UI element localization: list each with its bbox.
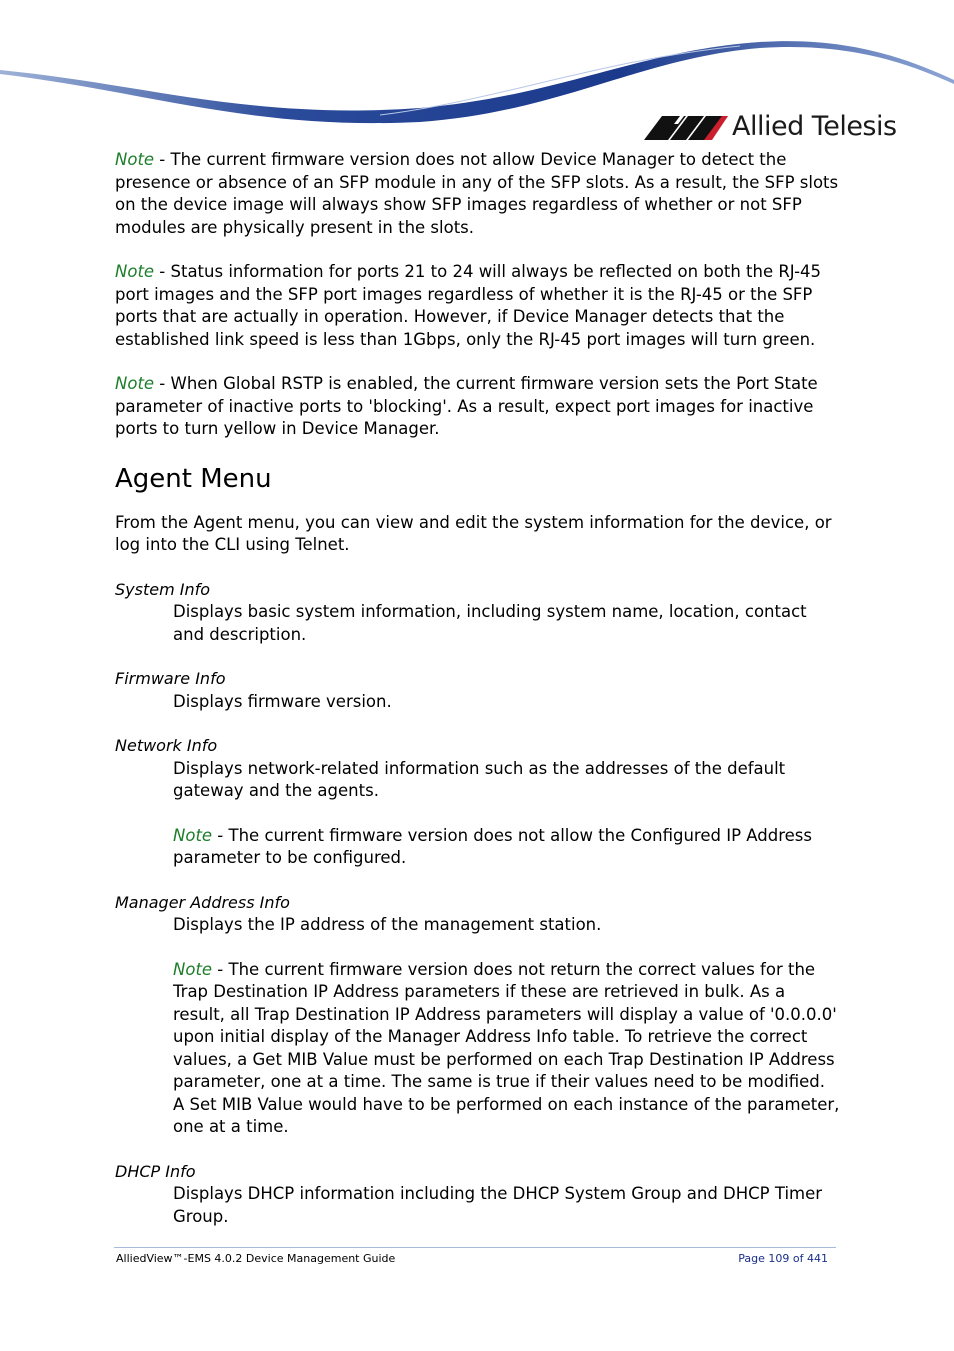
note-text: - Status information for ports 21 to 24 will always be reflected on both the RJ-45 port images and the SFP port images regardless of whether it is the RJ-45 or the SFP ports that are actually in operation. However, if Device Manager detects that the established link speed is less than 1Gbps, only the RJ-45 port images will turn green. bbox=[115, 262, 822, 349]
menu-item-system-info bbox=[115, 579, 840, 647]
footer-guide-title: AlliedView™-EMS 4.0.2 Device Management Guide bbox=[116, 1252, 396, 1265]
note-paragraph bbox=[115, 261, 840, 351]
note-label: Note bbox=[115, 374, 155, 393]
item-description: Displays network-related information such as the addresses of the default gateway and the agents. bbox=[173, 758, 786, 800]
section-heading: Agent Menu bbox=[115, 463, 272, 494]
item-description: Displays the IP address of the management station. bbox=[173, 915, 602, 934]
menu-item-firmware-info bbox=[115, 668, 840, 713]
menu-item-dhcp-info bbox=[115, 1161, 840, 1229]
menu-item-manager-address-info bbox=[115, 892, 840, 1139]
menu-item-network-info bbox=[115, 735, 840, 870]
item-term: System Info bbox=[115, 579, 211, 599]
item-description: Displays basic system information, including system name, location, contact and description. bbox=[173, 602, 807, 644]
item-note bbox=[173, 825, 840, 870]
note-paragraph bbox=[115, 373, 840, 441]
item-term: Manager Address Info bbox=[115, 892, 290, 912]
page-content bbox=[115, 149, 840, 1250]
footer-page-number: Page 109 of 441 bbox=[738, 1252, 828, 1265]
note-text: - The current firmware version does not allow the Configured IP Address parameter to be configured. bbox=[173, 825, 812, 867]
note-text: - The current firmware version does not return the correct values for the Trap Destination IP Address parameters if these are retrieved in bulk. As a result, all Trap Destination IP Address parameters will display a value of '0.0.0.0' upon initial display of the Manager Address Info table. To retrieve the correct values, a Get MIB Value must be performed on each Trap Destination IP Address parameter, one at a time. The same is true if their values need to be modified. A Set MIB Value would have to be performed on each instance of the parameter, one at a time. bbox=[173, 959, 840, 1136]
item-term: Firmware Info bbox=[115, 669, 226, 688]
note-label: Note bbox=[173, 959, 213, 979]
note-label: Note bbox=[173, 825, 213, 845]
item-note bbox=[173, 959, 840, 1139]
section-intro: From the Agent menu, you can view and edit the system information for the device, or log into the CLI using Telnet. bbox=[115, 512, 832, 554]
item-description: Displays firmware version. bbox=[173, 691, 392, 711]
note-text: - When Global RSTP is enabled, the current firmware version sets the Port State parameter of inactive ports to 'blocking'. As a result, expect port images for inactive ports to turn yellow in Device Manager. bbox=[115, 374, 818, 438]
footer-rule bbox=[114, 1247, 836, 1248]
item-term: Network Info bbox=[115, 736, 218, 755]
note-text: - The current firmware version does not allow Device Manager to detect the presence or absence of an SFP module in any of the SFP slots. As a result, the SFP slots on the device image will always show SFP images regardless of whether or not SFP modules are physically present in the slots. bbox=[115, 150, 839, 237]
note-label: Note bbox=[115, 262, 155, 281]
allied-telesis-logo bbox=[644, 110, 904, 146]
logo-mark-icon bbox=[644, 114, 728, 144]
item-term: DHCP Info bbox=[115, 1161, 196, 1181]
item-description: Displays DHCP information including the DHCP System Group and DHCP Timer Group. bbox=[173, 1184, 823, 1226]
note-paragraph bbox=[115, 149, 840, 239]
note-label: Note bbox=[115, 150, 155, 169]
logo-wordmark: Allied Telesis bbox=[732, 111, 897, 142]
